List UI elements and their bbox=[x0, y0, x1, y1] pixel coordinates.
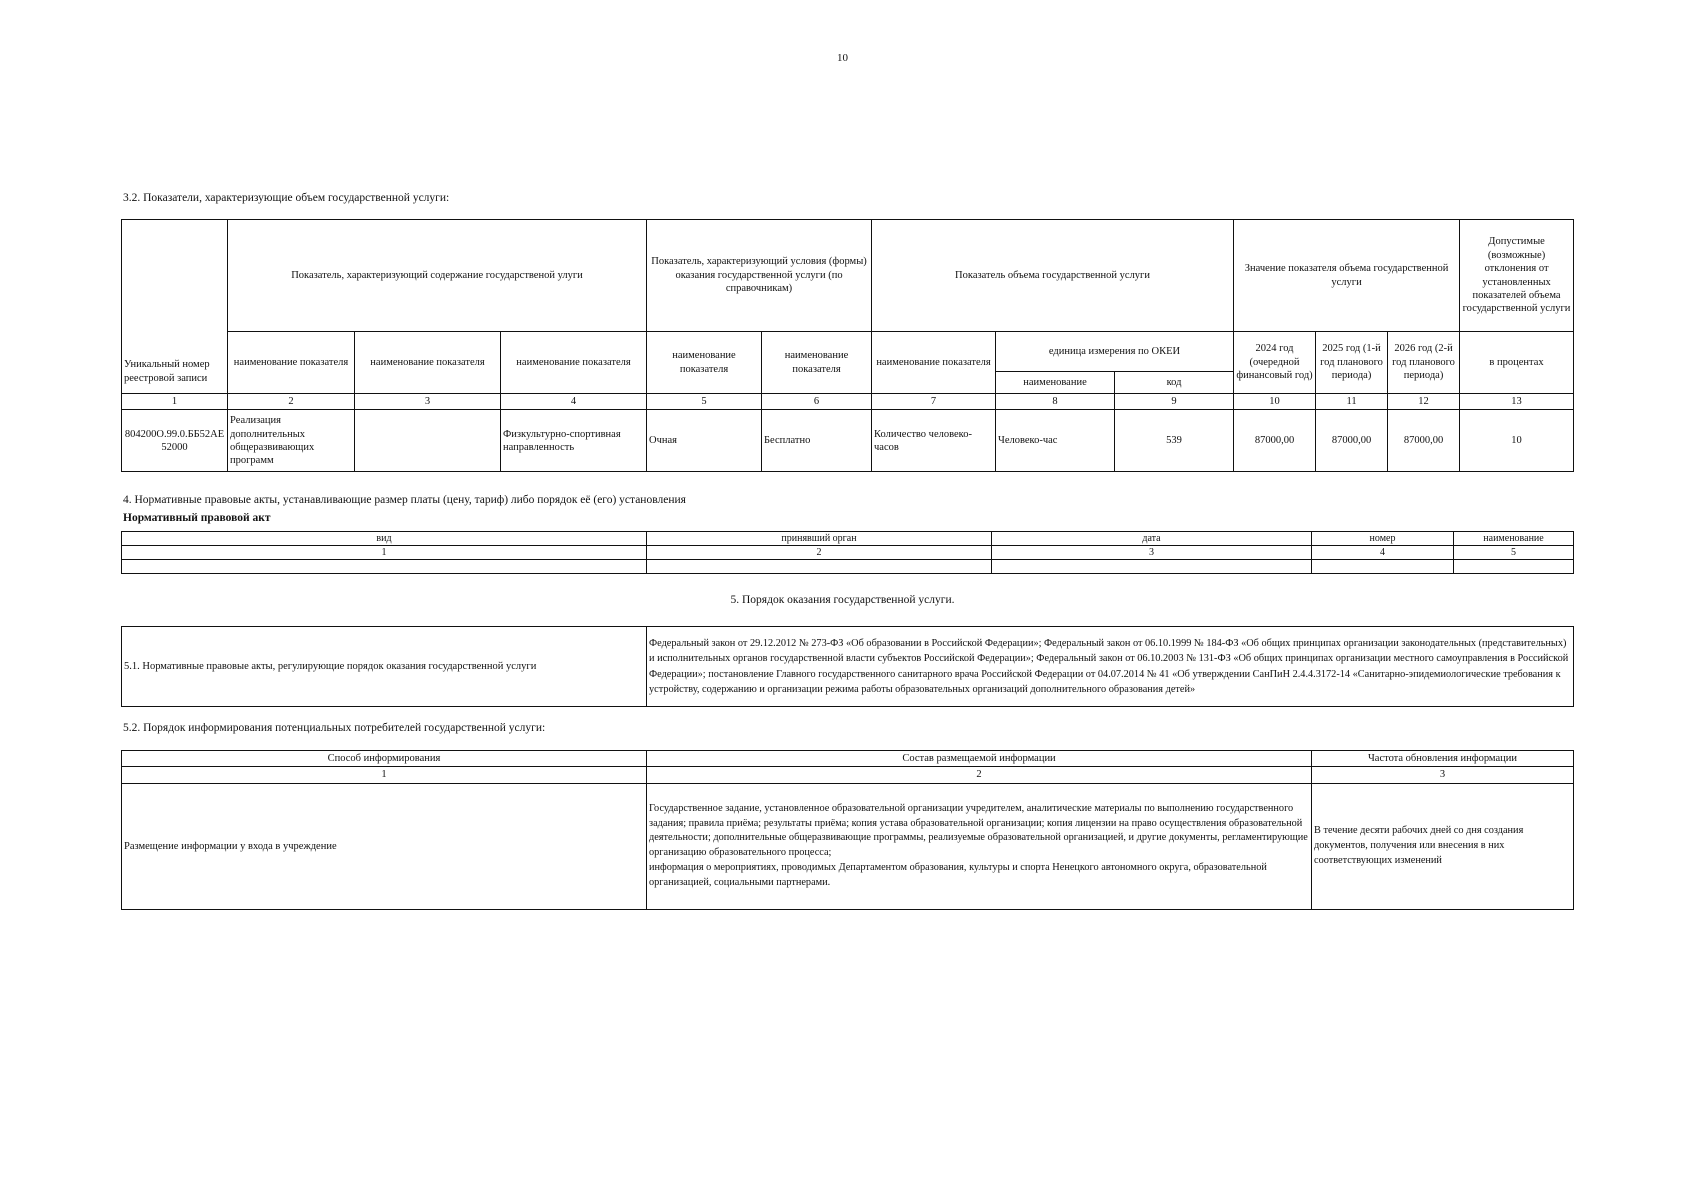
column-number: 2 bbox=[647, 546, 992, 560]
header-deviation: Допустимые (возможные) отклонения от установленных показателей объема государственной услуги bbox=[1460, 220, 1574, 332]
column-number: 3 bbox=[1312, 767, 1574, 783]
column-number: 2 bbox=[228, 394, 355, 410]
header-frequency: Частота обновления информации bbox=[1312, 751, 1574, 767]
column-number: 4 bbox=[501, 394, 647, 410]
cell-unit-code: 539 bbox=[1115, 410, 1234, 472]
cell-value-2024: 87000,00 bbox=[1234, 410, 1316, 472]
header-year-2026: 2026 год (2-й год планового периода) bbox=[1388, 332, 1460, 394]
cell-frequency: В течение десяти рабочих дней со дня создания документов, получения или внесения в них соответствующих изменений bbox=[1312, 783, 1574, 909]
column-number: 5 bbox=[1454, 546, 1574, 560]
column-number: 5 bbox=[647, 394, 762, 410]
cell-volume-name: Количество человеко-часов bbox=[872, 410, 996, 472]
header-indicator-name: наименование показателя bbox=[647, 332, 762, 394]
column-number: 4 bbox=[1312, 546, 1454, 560]
section-4-title: 4. Нормативные правовые акты, устанавливающие размер платы (цену, тариф) либо порядок её (его) установления bbox=[123, 494, 686, 506]
header-indicator-name: наименование показателя bbox=[355, 332, 501, 394]
section-3-2-title: 3.2. Показатели, характеризующие объем государственной услуги: bbox=[123, 192, 450, 204]
empty-cell bbox=[647, 560, 992, 574]
cell-deviation-percent: 10 bbox=[1460, 410, 1574, 472]
cell-method: Размещение информации у входа в учреждение bbox=[122, 783, 647, 909]
column-number: 10 bbox=[1234, 394, 1316, 410]
column-number: 1 bbox=[122, 546, 647, 560]
cell-unique-number: 804200О.99.0.ББ52АЕ52000 bbox=[122, 410, 228, 472]
column-number: 3 bbox=[355, 394, 501, 410]
header-volume-value: Значение показателя объема государственной услуги bbox=[1234, 220, 1460, 332]
cell-content-3: Физкультурно-спортивная направленность bbox=[501, 410, 647, 472]
column-number: 11 bbox=[1316, 394, 1388, 410]
procedure-label: 5.1. Нормативные правовые акты, регулирующие порядок оказания государственной услуги bbox=[122, 627, 647, 707]
cell-unit-name: Человеко-час bbox=[996, 410, 1115, 472]
column-number: 13 bbox=[1460, 394, 1574, 410]
column-number: 8 bbox=[996, 394, 1115, 410]
cell-condition-1: Очная bbox=[647, 410, 762, 472]
column-number: 1 bbox=[122, 767, 647, 783]
column-number: 7 bbox=[872, 394, 996, 410]
page-number: 10 bbox=[837, 52, 848, 64]
header-conditions-indicator: Показатель, характеризующий условия (формы) оказания государственной услуги (по справочникам) bbox=[647, 220, 872, 332]
empty-cell bbox=[1454, 560, 1574, 574]
empty-cell bbox=[1312, 560, 1454, 574]
column-number: 12 bbox=[1388, 394, 1460, 410]
cell-condition-2: Бесплатно bbox=[762, 410, 872, 472]
header-indicator-name: наименование показателя bbox=[762, 332, 872, 394]
header-method: Способ информирования bbox=[122, 751, 647, 767]
header-indicator-name: наименование показателя bbox=[872, 332, 996, 394]
column-number: 3 bbox=[992, 546, 1312, 560]
header-percent: в процентах bbox=[1460, 332, 1574, 394]
cell-value-2026: 87000,00 bbox=[1388, 410, 1460, 472]
header-okei-code: код bbox=[1115, 372, 1234, 394]
empty-cell bbox=[122, 560, 647, 574]
header-number: номер bbox=[1312, 532, 1454, 546]
cell-content-2 bbox=[355, 410, 501, 472]
header-okei-unit: единица измерения по ОКЕИ bbox=[996, 332, 1234, 372]
header-volume-indicator: Показатель объема государственной услуги bbox=[872, 220, 1234, 332]
column-number: 6 bbox=[762, 394, 872, 410]
cell-content-1: Реализация дополнительных общеразвивающих программ bbox=[228, 410, 355, 472]
informing-table bbox=[121, 750, 1574, 910]
column-number: 2 bbox=[647, 767, 1312, 783]
header-year-2024: 2024 год (очередной финансовый год) bbox=[1234, 332, 1316, 394]
section-5-title: 5. Порядок оказания государственной услуги. bbox=[730, 594, 955, 606]
section-5-2-title: 5.2. Порядок информирования потенциальных потребителей государственной услуги: bbox=[123, 722, 546, 734]
header-date: дата bbox=[992, 532, 1312, 546]
empty-cell bbox=[992, 560, 1312, 574]
column-number: 1 bbox=[122, 394, 228, 410]
header-unique-number: Уникальный номер реестровой записи bbox=[122, 220, 228, 394]
section-4-subtitle: Нормативный правовой акт bbox=[123, 512, 271, 524]
header-year-2025: 2025 год (1-й год планового периода) bbox=[1316, 332, 1388, 394]
volume-indicators-table bbox=[121, 219, 1574, 472]
header-indicator-name: наименование показателя bbox=[228, 332, 355, 394]
header-authority: принявший орган bbox=[647, 532, 992, 546]
cell-content: Государственное задание, установленное образовательной организации учредителем, аналитические материалы по выполнению государственного задания; правила приёма; результаты приёма; копия устава образовательной организации; копия лицензии на право осуществления образовательной деятельности; дополнительные общеразвивающие программы, реализуемые образовательной организацией, и другие документы, регламентирующие организацию образовательного процесса; информация о мероприятиях, проводимых Департаментом образования, культуры и спорта Ненецкого автономного округа, образовательной организацией, социальными партнерами. bbox=[647, 783, 1312, 909]
header-okei-name: наименование bbox=[996, 372, 1115, 394]
header-content: Состав размещаемой информации bbox=[647, 751, 1312, 767]
cell-value-2025: 87000,00 bbox=[1316, 410, 1388, 472]
legal-acts-table bbox=[121, 531, 1574, 574]
header-name: наименование bbox=[1454, 532, 1574, 546]
header-indicator-name: наименование показателя bbox=[501, 332, 647, 394]
header-kind: вид bbox=[122, 532, 647, 546]
column-number: 9 bbox=[1115, 394, 1234, 410]
header-content-indicator: Показатель, характеризующий содержание государственой улуги bbox=[228, 220, 647, 332]
procedure-text: Федеральный закон от 29.12.2012 № 273-ФЗ «Об образовании в Российской Федерации»; Федеральный закон от 06.10.1999 № 184-ФЗ «Об общих принципах организации законодательных (представительных) и исполнительных органов государственной власти субъектов Российской Федерации»; Федеральный закон от 06.10.2003 № 131-ФЗ «Об общих принципах организации местного самоуправления в Российской Федерации»; постановление Главного государственного санитарного врача Российской Федерации от 04.07.2014 № 41 «Об утверждении СанПиН 2.4.4.3172-14 «Санитарно-эпидемиологические требования к устройству, содержанию и организации режима работы образовательных организаций дополнительного образования детей» bbox=[647, 627, 1574, 707]
procedure-table bbox=[121, 626, 1574, 707]
